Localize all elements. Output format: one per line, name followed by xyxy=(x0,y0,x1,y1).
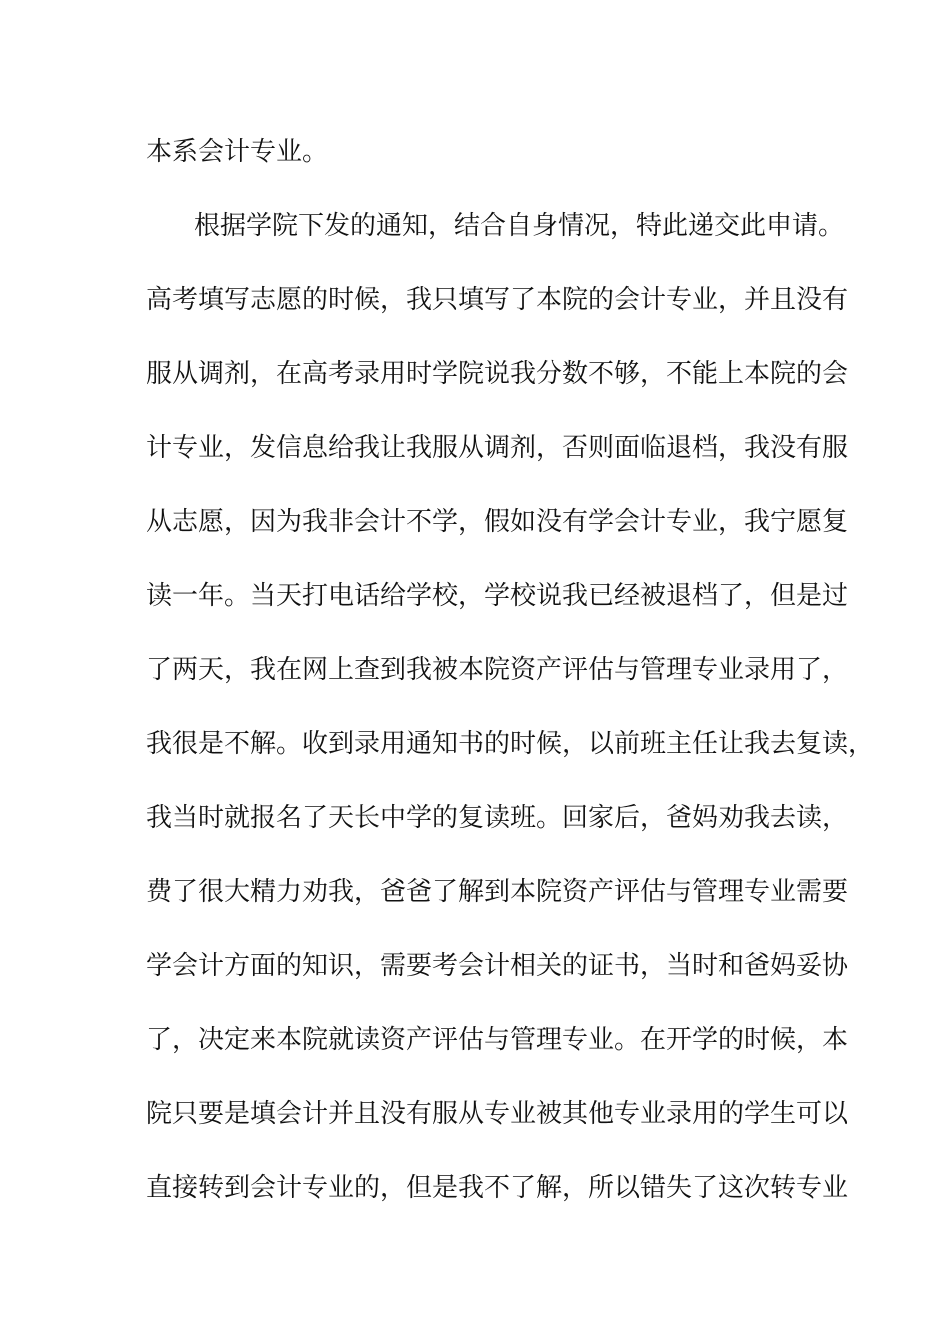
text-line: 服从调剂，在高考录用时学院说我分数不够，不能上本院的会 xyxy=(146,359,849,389)
text-line: 读一年。当天打电话给学校，学校说我已经被退档了，但是过 xyxy=(146,581,849,611)
text-line: 费了很大精力劝我，爸爸了解到本院资产评估与管理专业需要 xyxy=(146,877,849,907)
text-line: 院只要是填会计并且没有服从专业被其他专业录用的学生可以 xyxy=(146,1099,849,1129)
text-line: 本系会计专业。 xyxy=(146,137,329,167)
text-line: 我当时就报名了天长中学的复读班。回家后，爸妈劝我去读， xyxy=(146,803,849,833)
text-line: 高考填写志愿的时候，我只填写了本院的会计专业，并且没有 xyxy=(146,285,849,315)
text-line: 我很是不解。收到录用通知书的时候，以前班主任让我去复读， xyxy=(146,729,875,759)
text-line: 直接转到会计专业的，但是我不了解，所以错失了这次转专业 xyxy=(146,1173,849,1203)
text-line: 了，决定来本院就读资产评估与管理专业。在开学的时候，本 xyxy=(146,1025,849,1055)
text-line: 了两天，我在网上查到我被本院资产评估与管理专业录用了， xyxy=(146,655,849,685)
text-line: 从志愿，因为我非会计不学，假如没有学会计专业，我宁愿复 xyxy=(146,507,849,537)
text-line: 学会计方面的知识，需要考会计相关的证书，当时和爸妈妥协 xyxy=(146,951,849,981)
body-text xyxy=(146,127,875,1237)
text-line: 计专业，发信息给我让我服从调剂，否则面临退档，我没有服 xyxy=(146,433,849,463)
paragraph-start-line: 根据学院下发的通知，结合自身情况，特此递交此申请。 xyxy=(194,211,845,241)
